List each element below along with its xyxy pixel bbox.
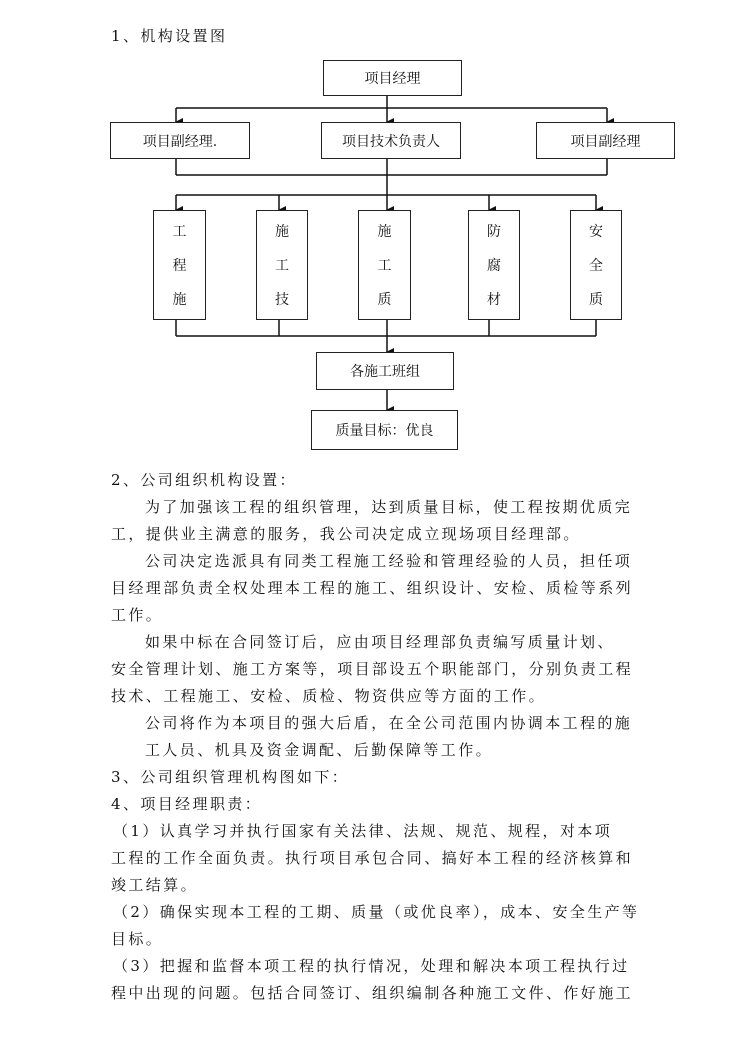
- paragraph-line: 公司将作为本项目的强大后盾，在全公司范围内协调本工程的施: [145, 714, 633, 732]
- paragraph-line: 目标。: [111, 930, 164, 948]
- heading-3: 3、公司组织管理机构图如下：: [111, 768, 350, 786]
- paragraph-line: 工程的工作全面负责。执行项目承包合同、搞好本工程的经济核算和: [111, 849, 634, 867]
- paragraph-line: 技术、工程施工、安检、质检、物资供应等方面的工作。: [111, 687, 547, 705]
- paragraph-line: 如果中标在合同签订后，应由项目经理部负责编写质量计划、: [145, 633, 615, 651]
- node-label: 项目副经理: [570, 133, 641, 150]
- paragraph-line: 工作。: [111, 606, 164, 624]
- org-node-technical-lead: [321, 122, 461, 159]
- node-label: 项目副经理.: [142, 133, 218, 150]
- paragraph-line: 竣工结算。: [111, 876, 199, 894]
- org-node-project-manager: [323, 60, 462, 96]
- org-node-department-4: [468, 210, 520, 320]
- node-char: 施: [172, 292, 187, 308]
- org-node-quality-goal: [311, 410, 458, 450]
- org-node-department-3: [358, 210, 411, 320]
- node-label: 项目经理: [364, 71, 421, 87]
- node-char: 防: [487, 224, 501, 240]
- node-char: 全: [589, 258, 603, 274]
- node-char: 工: [377, 258, 392, 274]
- duty-1: （1）认真学习并执行国家有关法律、法规、规范、规程，对本项: [113, 822, 613, 840]
- node-char: 质: [589, 292, 603, 308]
- node-char: 腐: [487, 258, 501, 274]
- node-char: 施: [275, 224, 289, 240]
- node-label: 项目技术负责人: [342, 133, 440, 150]
- node-label: 质量目标：优良: [335, 423, 434, 439]
- heading-4: 4、项目经理职责：: [111, 795, 263, 813]
- node-char: 工: [172, 224, 187, 240]
- org-node-deputy-manager-left: [110, 122, 250, 159]
- org-node-department-1: [153, 210, 206, 320]
- paragraph-line: 为了加强该工程的组织管理，达到质量目标，使工程按期优质完: [145, 498, 633, 516]
- heading-2: 2、公司组织机构设置：: [111, 471, 297, 489]
- org-node-deputy-manager-right: [536, 122, 675, 159]
- duty-3: （3）把握和监督本项工程的执行情况，处理和解决本项工程执行过: [113, 957, 630, 975]
- node-char: 施: [377, 224, 392, 240]
- paragraph-line: 工人员、机具及资金调配、后勤保障等工作。: [145, 741, 494, 759]
- node-char: 工: [275, 258, 289, 274]
- paragraph-line: 程中出现的问题。包括合同签订、组织编制各种施工文件、作好施工: [111, 984, 634, 1002]
- paragraph-line: 目经理部负责全权处理本工程的施工、组织设计、安检、质检等系列: [111, 579, 634, 597]
- node-char: 质: [377, 292, 392, 308]
- org-node-department-5: [570, 210, 622, 320]
- paragraph-line: 公司决定选派具有同类工程施工经验和管理经验的人员，担任项: [145, 552, 633, 570]
- node-char: 材: [487, 292, 501, 308]
- node-label: 各施工班组: [350, 364, 420, 380]
- node-char: 程: [172, 258, 187, 274]
- org-node-work-teams: [316, 352, 454, 390]
- node-char: 安: [589, 224, 603, 240]
- org-node-department-2: [256, 210, 308, 320]
- heading-1: 1、机构设置图: [111, 27, 228, 45]
- paragraph-line: 工，提供业主满意的服务，我公司决定成立现场项目经理部。: [111, 525, 581, 543]
- node-char: 技: [275, 292, 289, 308]
- duty-2: （2）确保实现本工程的工期、质量（或优良率），成本、安全生产等: [113, 903, 640, 921]
- paragraph-line: 安全管理计划、施工方案等，项目部设五个职能部门，分别负责工程: [111, 660, 634, 678]
